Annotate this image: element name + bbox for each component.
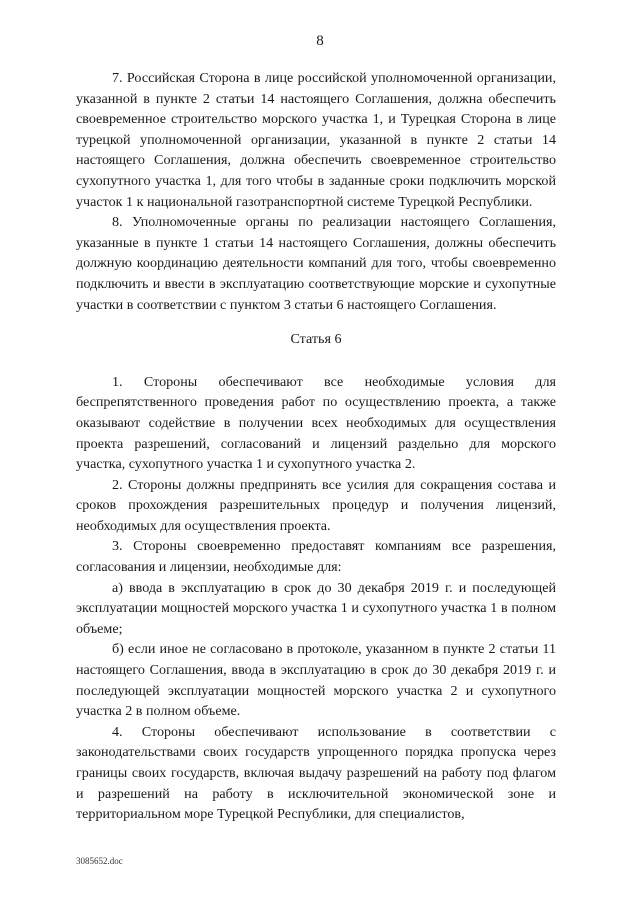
document-body	[76, 68, 556, 825]
page-number: 8	[316, 33, 324, 49]
subparagraph-b: б) если иное не согласовано в протоколе, указанном в пункте 2 статьи 11 настоящего Соглашения, ввода в эксплуатацию в срок до 30 декабря 2019 г. и последующей эксплуатации мощностей морского участка 2 и сухопутного участка 2 в полном объеме.	[76, 641, 556, 720]
paragraph-3: 3. Стороны своевременно предоставят компаниям все разрешения, согласования и лицензии, необходимые для:	[76, 538, 556, 576]
footer-filename: 3085652.doc	[76, 856, 123, 866]
paragraph-1: 1. Стороны обеспечивают все необходимые условия для беспрепятственного проведения работ по осуществлению проекта, а также оказывают содействие в получении всех необходимых для осуществления проекта разрешений, согласований и лицензий раздельно для морского участка, сухопутного участка 1 и сухопутного участка 2.	[76, 373, 556, 473]
article-title: Статья 6	[290, 331, 342, 348]
paragraph-7: 7. Российская Сторона в лице российской уполномоченной организации, указанной в пункте 2 статьи 14 настоящего Соглашения, должна обеспечить своевременное строительство морского участка 1, и Турецкая Сторона в лице турецкой уполномоченной организации, указанной в пункте 2 статьи 14 настоящего Соглашения, должна обеспечить своевременное строительство сухопутного участка 1, для того чтобы в заданные сроки подключить морской участок 1 к национальной газотранспортной системе Турецкой Республики.	[76, 70, 556, 210]
subparagraph-a: а) ввода в эксплуатацию в срок до 30 декабря 2019 г. и последующей эксплуатации мощностей морского участка 1 и сухопутного участка 1 в полном объеме;	[76, 579, 556, 637]
paragraph-2: 2. Стороны должны предпринять все усилия для сокращения состава и сроков прохождения разрешительных процедур и получения лицензий, необходимых для осуществления проекта.	[76, 476, 556, 534]
paragraph-4: 4. Стороны обеспечивают использование в соответствии с законодательствами своих государств упрощенного порядка пропуска через границы своих государств, включая выдачу разрешений на работу под флагом и разрешений на работу в исключительной экономической зоне и территориальном море Турецкой Республики, для специалистов,	[76, 723, 556, 823]
paragraph-8: 8. Уполномоченные органы по реализации настоящего Соглашения, указанные в пункте 1 статьи 14 настоящего Соглашения, должны обеспечить должную координацию деятельности компаний для того, чтобы своевременно подключить и ввести в эксплуатацию соответствующие морские и сухопутные участки в соответствии с пунктом 3 статьи 6 настоящего Соглашения.	[76, 214, 556, 313]
